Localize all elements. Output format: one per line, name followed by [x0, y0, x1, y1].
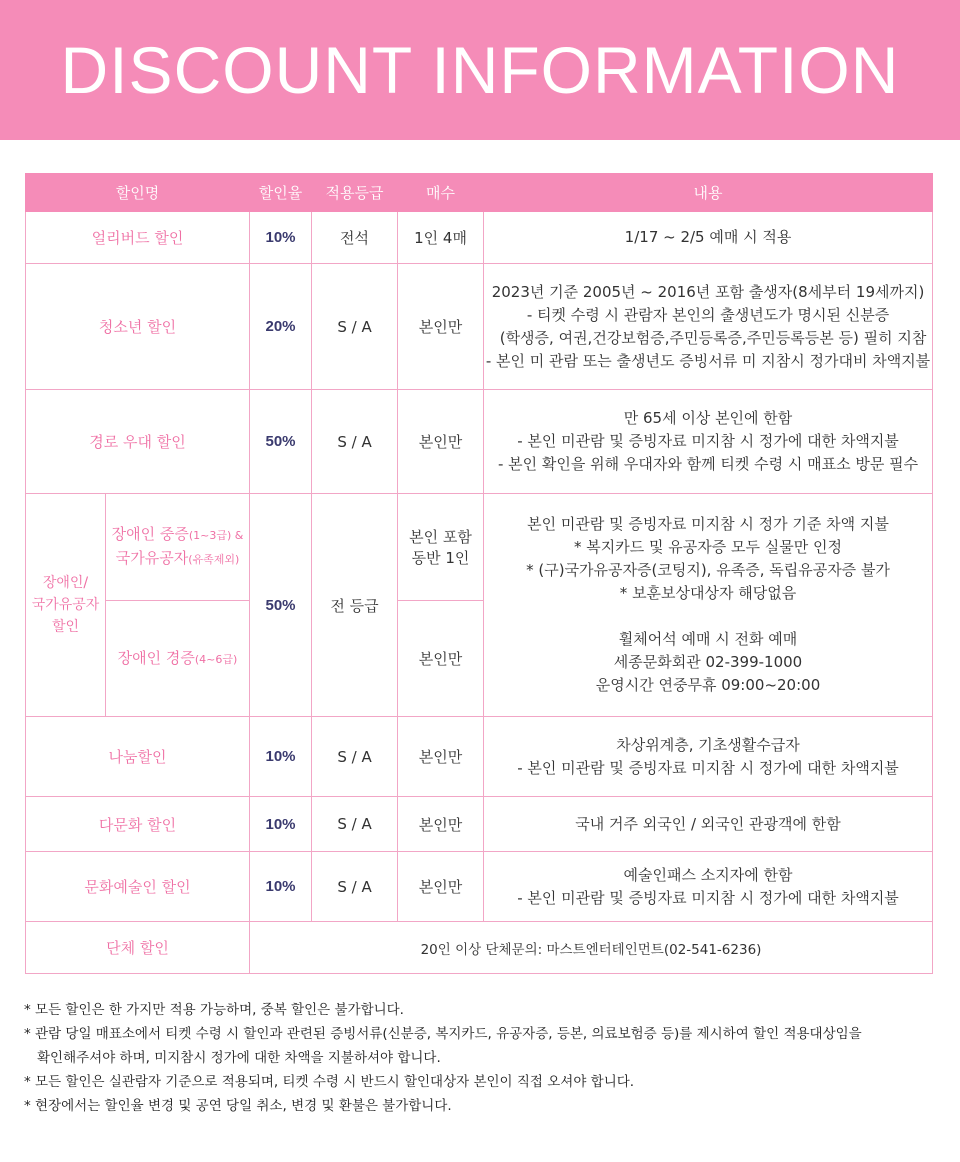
discount-tickets [398, 494, 484, 601]
discount-grade: 전 등급 [312, 494, 398, 717]
table-row [26, 922, 933, 974]
discount-tickets: 본인만 [398, 852, 484, 922]
header-banner [0, 0, 960, 140]
content-line: * 보훈보상대상자 해당없음 [619, 584, 797, 602]
discount-rate: 10% [250, 852, 312, 922]
content-spacer [484, 605, 932, 628]
tickets-line: 동반 1인 [411, 549, 470, 567]
discount-subname-severe [106, 494, 250, 601]
discount-grade: S / A [312, 390, 398, 494]
discount-grade: S / A [312, 797, 398, 852]
content-line: - 본인 미 관람 또는 출생년도 증빙서류 미 지참시 정가대비 차액지불 [485, 351, 931, 370]
discount-name: 경로 우대 할인 [26, 390, 250, 494]
discount-tickets: 본인만 [398, 390, 484, 494]
discount-name: 문화예술인 할인 [26, 852, 250, 922]
content-line: - 본인 확인을 위해 우대자와 함께 티켓 수령 시 매표소 방문 필수 [497, 455, 919, 473]
discount-tickets: 본인만 [398, 601, 484, 717]
table-row [26, 494, 933, 601]
discount-content [484, 797, 933, 852]
group-discount-content: 20인 이상 단체문의: 마스트엔터테인먼트(02-541-6236) [250, 922, 933, 974]
table-row [26, 797, 933, 852]
subname-main: 장애인 중증 [111, 525, 189, 543]
note-line: * 관람 당일 매표소에서 티켓 수령 시 할인과 관련된 증빙서류(신분증, 복지카드, 유공자증, 등본, 의료보험증 등)를 제시하여 할인 적용대상임을 [24, 1026, 862, 1042]
discount-content [484, 717, 933, 797]
content-line: * 복지카드 및 유공자증 모두 실물만 인정 [574, 538, 842, 556]
discount-grade: S / A [312, 717, 398, 797]
discount-tickets: 본인만 [398, 797, 484, 852]
banner-title: DISCOUNT INFORMATION [60, 33, 900, 107]
discount-table [25, 173, 933, 974]
table-header-row [26, 174, 933, 212]
table-row [26, 212, 933, 264]
note-line: * 현장에서는 할인율 변경 및 공연 당일 취소, 변경 및 환불은 불가합니다. [24, 1098, 452, 1114]
note-line: * 모든 할인은 한 가지만 적용 가능하며, 중복 할인은 불가합니다. [24, 1002, 404, 1018]
header-name: 할인명 [26, 174, 250, 212]
discount-group-name [26, 494, 106, 717]
group-name-line: 국가유공자 [31, 597, 100, 613]
content-line: 운영시간 연중무휴 09:00~20:00 [595, 676, 821, 694]
discount-name: 청소년 할인 [26, 264, 250, 390]
subname-main: 장애인 경증 [117, 648, 195, 667]
discount-name: 얼리버드 할인 [26, 212, 250, 264]
content-line: 차상위계층, 기초생활수급자 [616, 735, 800, 754]
header-rate: 할인율 [250, 174, 312, 212]
discount-subname-mild [106, 601, 250, 717]
subname-small2: (유족제외) [188, 553, 240, 566]
content-line: 1/17 ~ 2/5 예매 시 적용 [624, 228, 792, 246]
content-line: 본인 미관람 및 증빙자료 미지참 시 정가 기준 차액 지불 [527, 515, 889, 533]
content-line: 국내 거주 외국인 / 외국인 관광객에 한함 [575, 814, 841, 833]
discount-rate: 50% [250, 390, 312, 494]
header-content: 내용 [484, 174, 933, 212]
discount-rate: 10% [250, 717, 312, 797]
note-line: * 모든 할인은 실관람자 기준으로 적용되며, 티켓 수령 시 반드시 할인대상자 본인이 직접 오셔야 합니다. [24, 1074, 635, 1090]
discount-rate: 50% [250, 494, 312, 717]
tickets-line: 본인 포함 [409, 528, 472, 546]
discount-tickets: 1인 4매 [398, 212, 484, 264]
note-line: 확인해주셔야 하며, 미지참시 정가에 대한 차액을 지불하셔야 합니다. [37, 1050, 441, 1066]
content-line: 만 65세 이상 본인에 한함 [623, 409, 793, 427]
discount-name: 나눔할인 [26, 717, 250, 797]
content-line: 세종문화회관 02-399-1000 [613, 653, 803, 671]
discount-content [484, 212, 933, 264]
discount-grade: S / A [312, 852, 398, 922]
content-line: - 본인 미관람 및 증빙자료 미지참 시 정가에 대한 차액지불 [517, 432, 899, 450]
subname-main2: 국가유공자 [115, 549, 189, 567]
subname-small: (1~3급) [188, 529, 232, 542]
discount-content [484, 264, 933, 390]
table-row [26, 390, 933, 494]
group-name-line: 장애인/ [42, 575, 89, 591]
discount-content [484, 390, 933, 494]
table-row [26, 717, 933, 797]
discount-name: 다문화 할인 [26, 797, 250, 852]
content-line: * (구)국가유공자증(코팅지), 유족증, 독립유공자증 불가 [526, 561, 890, 579]
discount-content [484, 852, 933, 922]
content-line: (학생증, 여권,건강보험증,주민등록증,주민등록등본 등) 필히 지참 [499, 328, 927, 347]
subname-amp: & [231, 529, 244, 542]
header-tickets: 매수 [398, 174, 484, 212]
content-line: 2023년 기준 2005년 ~ 2016년 포함 출생자(8세부터 19세까지) [491, 282, 925, 301]
discount-tickets: 본인만 [398, 264, 484, 390]
content-line: 휠체어석 예매 시 전화 예매 [618, 630, 798, 648]
discount-name: 단체 할인 [26, 922, 250, 974]
content-line: 예술인패스 소지자에 한함 [623, 865, 793, 884]
discount-grade: 전석 [312, 212, 398, 264]
discount-grade: S / A [312, 264, 398, 390]
notes-section [24, 998, 934, 1118]
discount-content [484, 494, 933, 717]
table-row [26, 852, 933, 922]
table-row [26, 264, 933, 390]
content-line: - 본인 미관람 및 증빙자료 미지참 시 정가에 대한 차액지불 [517, 758, 899, 777]
content-line: - 티켓 수령 시 관람자 본인의 출생년도가 명시된 신분증 [526, 305, 890, 324]
content-line: - 본인 미관람 및 증빙자료 미지참 시 정가에 대한 차액지불 [517, 888, 899, 907]
subname-small: (4~6급) [194, 652, 238, 666]
header-grade: 적용등급 [312, 174, 398, 212]
discount-rate: 10% [250, 797, 312, 852]
discount-rate: 10% [250, 212, 312, 264]
group-name-line: 할인 [51, 619, 80, 635]
discount-rate: 20% [250, 264, 312, 390]
discount-tickets: 본인만 [398, 717, 484, 797]
